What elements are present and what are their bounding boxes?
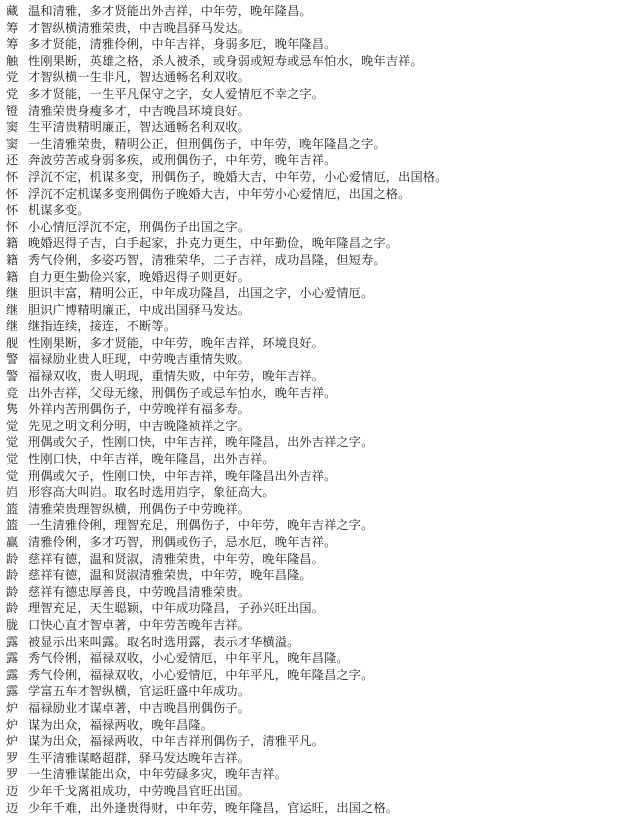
entry-description: 性刚果断，多才贤能，中年劳，晚年吉祥，环境良好。 (28, 336, 324, 350)
list-item (0, 235, 620, 252)
entry-description: 清雅伶俐，多才巧智，刑偶或伤子，忌水厄，晚年吉祥。 (28, 535, 336, 549)
entry-character: 迈 (6, 783, 28, 800)
entry-description: 慈祥有德，温和贤淑，清雅荣贵，中年劳，晚年隆昌。 (28, 552, 324, 566)
list-item (0, 650, 620, 667)
entry-character: 篮 (6, 501, 28, 518)
entry-character: 窦 (6, 119, 28, 136)
list-item (0, 302, 620, 319)
list-item (0, 766, 620, 783)
entry-character: 警 (6, 368, 28, 385)
entry-character: 窦 (6, 136, 28, 153)
entry-description: 刑偶或欠子，性刚口快，中年吉祥，晚年隆昌出外吉祥。 (28, 469, 336, 483)
entry-character: 怀 (6, 219, 28, 236)
entry-character: 露 (6, 667, 28, 684)
entry-description: 秀气伶俐，福禄双收，小心爱情厄，中年平凡，晚年昌隆。 (28, 651, 349, 665)
entry-description: 温和清雅，多才贤能出外吉祥，中年劳，晚年隆昌。 (28, 4, 312, 18)
list-item (0, 667, 620, 684)
entry-description: 一生清雅伶俐，理智充足，刑偶伤子，中年劳，晚年吉祥之字。 (28, 518, 373, 532)
entry-description: 刑偶或欠子，性刚口快，中年吉祥，晚年隆昌，出外吉祥之字。 (28, 435, 373, 449)
entry-description: 机谋多变。 (28, 203, 90, 217)
entry-description: 一生清雅荣贵，精明公正，但刑偶伤子，中年劳，晚年隆昌之字。 (28, 137, 386, 151)
list-item (0, 484, 620, 501)
entry-description: 理智充足，天生聪颖，中年成功隆昌，子孙兴旺出国。 (28, 601, 324, 615)
entry-character: 龄 (6, 584, 28, 601)
entry-description: 自力更生勤俭兴家，晚婚迟得子则更好。 (28, 270, 250, 284)
entry-description: 福禄励业才谋卓著，中吉晚昌刑偶伤子。 (28, 701, 250, 715)
name-meaning-list (0, 3, 620, 816)
list-item (0, 534, 620, 551)
list-item (0, 600, 620, 617)
entry-character: 觉 (6, 468, 28, 485)
entry-character: 镫 (6, 103, 28, 120)
entry-character: 党 (6, 69, 28, 86)
entry-character: 觉 (6, 434, 28, 451)
entry-character: 罗 (6, 766, 28, 783)
list-item (0, 169, 620, 186)
list-item (0, 152, 620, 169)
list-item (0, 451, 620, 468)
entry-description: 出外吉祥，父母无缘，刑偶伤子或忌车怕水，晚年吉祥。 (28, 386, 336, 400)
list-item (0, 86, 620, 103)
entry-character: 炉 (6, 717, 28, 734)
list-item (0, 3, 620, 20)
entry-character: 籍 (6, 252, 28, 269)
entry-description: 晚婚迟得子吉，白手起家，扑克力更生，中年勤俭，晚年隆昌之字。 (28, 236, 398, 250)
entry-description: 才智纵横清雅荣贵，中吉晚昌驿马发达。 (28, 21, 250, 35)
list-item (0, 434, 620, 451)
entry-character: 篮 (6, 517, 28, 534)
list-item (0, 800, 620, 816)
entry-character: 胧 (6, 617, 28, 634)
list-item (0, 318, 620, 335)
entry-description: 浮沉不定，机谋多变，刑偶伤子，晚婚大吉，中年劳，小心爱情厄，出国格。 (28, 170, 447, 184)
entry-character: 继 (6, 302, 28, 319)
entry-character: 罗 (6, 750, 28, 767)
list-item (0, 617, 620, 634)
list-item (0, 584, 620, 601)
entry-character: 筹 (6, 36, 28, 53)
list-item (0, 269, 620, 286)
entry-character: 筹 (6, 20, 28, 37)
entry-description: 慈祥有德，温和贤淑清雅荣贵，中年劳，晚年昌隆。 (28, 568, 312, 582)
entry-character: 籍 (6, 235, 28, 252)
entry-description: 生平清贵精明廉正，智达通畅名利双收。 (28, 120, 250, 134)
entry-character: 岿 (6, 484, 28, 501)
list-item (0, 418, 620, 435)
entry-character: 赢 (6, 534, 28, 551)
entry-character: 怀 (6, 202, 28, 219)
list-item (0, 252, 620, 269)
entry-description: 口快心直才智卓著，中年劳苦晚年吉祥。 (28, 618, 250, 632)
list-item (0, 285, 620, 302)
entry-character: 怀 (6, 169, 28, 186)
entry-character: 籍 (6, 269, 28, 286)
list-item (0, 567, 620, 584)
list-item (0, 136, 620, 153)
entry-character: 舰 (6, 335, 28, 352)
list-item (0, 750, 620, 767)
entry-description: 秀气伶俐，福禄双收，小心爱情厄，中年平凡，晚年隆昌之字。 (28, 668, 373, 682)
list-item (0, 551, 620, 568)
list-item (0, 401, 620, 418)
entry-description: 形容高大叫岿。取名时选用岿字，象征高大。 (28, 485, 275, 499)
entry-character: 触 (6, 53, 28, 70)
list-item (0, 103, 620, 120)
entry-description: 外祥内苦刑偶伤子，中劳晚祥有福多寿。 (28, 402, 250, 416)
entry-description: 被显示出来叫露。取名时选用露，表示才华横溢。 (28, 635, 299, 649)
entry-description: 慈祥有德忠厚善良，中劳晚昌清雅荣贵。 (28, 585, 250, 599)
entry-description: 清雅荣贵身瘦多才，中吉晚昌环境良好。 (28, 104, 250, 118)
list-item (0, 53, 620, 70)
list-item (0, 501, 620, 518)
entry-character: 竞 (6, 385, 28, 402)
entry-character: 龄 (6, 600, 28, 617)
entry-description: 多才贤能，清雅伶俐，中年吉祥，身弱多厄，晚年隆昌。 (28, 37, 336, 51)
entry-character: 继 (6, 318, 28, 335)
entry-character: 警 (6, 351, 28, 368)
entry-character: 露 (6, 683, 28, 700)
entry-description: 奔波劳苦或身弱多疾，或刑偶伤子，中年劳，晚年吉祥。 (28, 153, 336, 167)
entry-character: 觉 (6, 418, 28, 435)
list-item (0, 700, 620, 717)
entry-description: 性刚果断，英雄之格，杀人被杀，或身弱或短寿或忌车怕水，晚年吉祥。 (28, 54, 423, 68)
list-item (0, 683, 620, 700)
entry-description: 少年千戈离祖成功，中劳晚昌官旺出国。 (28, 784, 250, 798)
entry-description: 一生清雅谋能出众，中年劳碌多灾，晚年吉祥。 (28, 767, 287, 781)
entry-character: 怀 (6, 186, 28, 203)
entry-description: 秀气伶俐，多姿巧智，清雅荣华，二子吉祥，成功昌隆，但短寿。 (28, 253, 386, 267)
entry-character: 还 (6, 152, 28, 169)
list-item (0, 202, 620, 219)
list-item (0, 351, 620, 368)
entry-character: 炉 (6, 733, 28, 750)
entry-description: 继指连续，接连，不断等。 (28, 319, 176, 333)
entry-description: 清雅荣贵理智纵横，刑偶伤子中劳晚祥。 (28, 502, 250, 516)
entry-description: 学富五车才智纵横，官运旺盛中年成功。 (28, 684, 250, 698)
entry-description: 胆识丰富，精明公正，中年成功隆昌，出国之字，小心爱情厄。 (28, 286, 373, 300)
list-item (0, 36, 620, 53)
entry-character: 迈 (6, 800, 28, 816)
entry-description: 浮沉不定机谋多变刑偶伤子晚婚大吉，中年劳小心爱情厄，出国之格。 (28, 187, 410, 201)
entry-description: 胆识广博精明廉正，中成出国驿马发达。 (28, 303, 250, 317)
entry-description: 谋为出众，福禄两收，中年吉祥刑偶伤子，清雅平凡。 (28, 734, 324, 748)
entry-character: 龄 (6, 551, 28, 568)
entry-description: 小心情厄浮沉不定，刑偶伤子出国之字。 (28, 220, 250, 234)
entry-character: 党 (6, 86, 28, 103)
list-item (0, 517, 620, 534)
list-item (0, 783, 620, 800)
entry-description: 生平清雅谋略超群，驿马发达晚年吉祥。 (28, 751, 250, 765)
entry-character: 露 (6, 634, 28, 651)
entry-description: 才智纵横一生非凡，智达通畅名利双收。 (28, 70, 250, 84)
list-item (0, 20, 620, 37)
entry-description: 先见之明文利分明，中吉晚隆祯祥之字。 (28, 419, 250, 433)
entry-character: 龄 (6, 567, 28, 584)
list-item (0, 219, 620, 236)
entry-character: 觉 (6, 451, 28, 468)
entry-description: 多才贤能，一生平凡保守之字，女人爱情厄不幸之字。 (28, 87, 324, 101)
entry-description: 少年千难，出外逢贵得财，中年劳，晚年隆昌，官运旺，出国之格。 (28, 801, 398, 815)
entry-description: 福禄双收，贵人明现，重情失败，中年劳，晚年吉祥。 (28, 369, 324, 383)
list-item (0, 733, 620, 750)
entry-character: 炉 (6, 700, 28, 717)
list-item (0, 385, 620, 402)
entry-character: 藏 (6, 3, 28, 20)
list-item (0, 186, 620, 203)
list-item (0, 634, 620, 651)
entry-character: 露 (6, 650, 28, 667)
entry-description: 福禄励业贵人旺现，中劳晚吉重情失败。 (28, 352, 250, 366)
entry-character: 隽 (6, 401, 28, 418)
list-item (0, 717, 620, 734)
entry-description: 谋为出众，福禄两收，晚年昌隆。 (28, 718, 213, 732)
list-item (0, 119, 620, 136)
entry-description: 性刚口快，中年吉祥，晚年隆昌，出外吉祥。 (28, 452, 275, 466)
list-item (0, 468, 620, 485)
list-item (0, 335, 620, 352)
list-item (0, 368, 620, 385)
entry-character: 继 (6, 285, 28, 302)
list-item (0, 69, 620, 86)
